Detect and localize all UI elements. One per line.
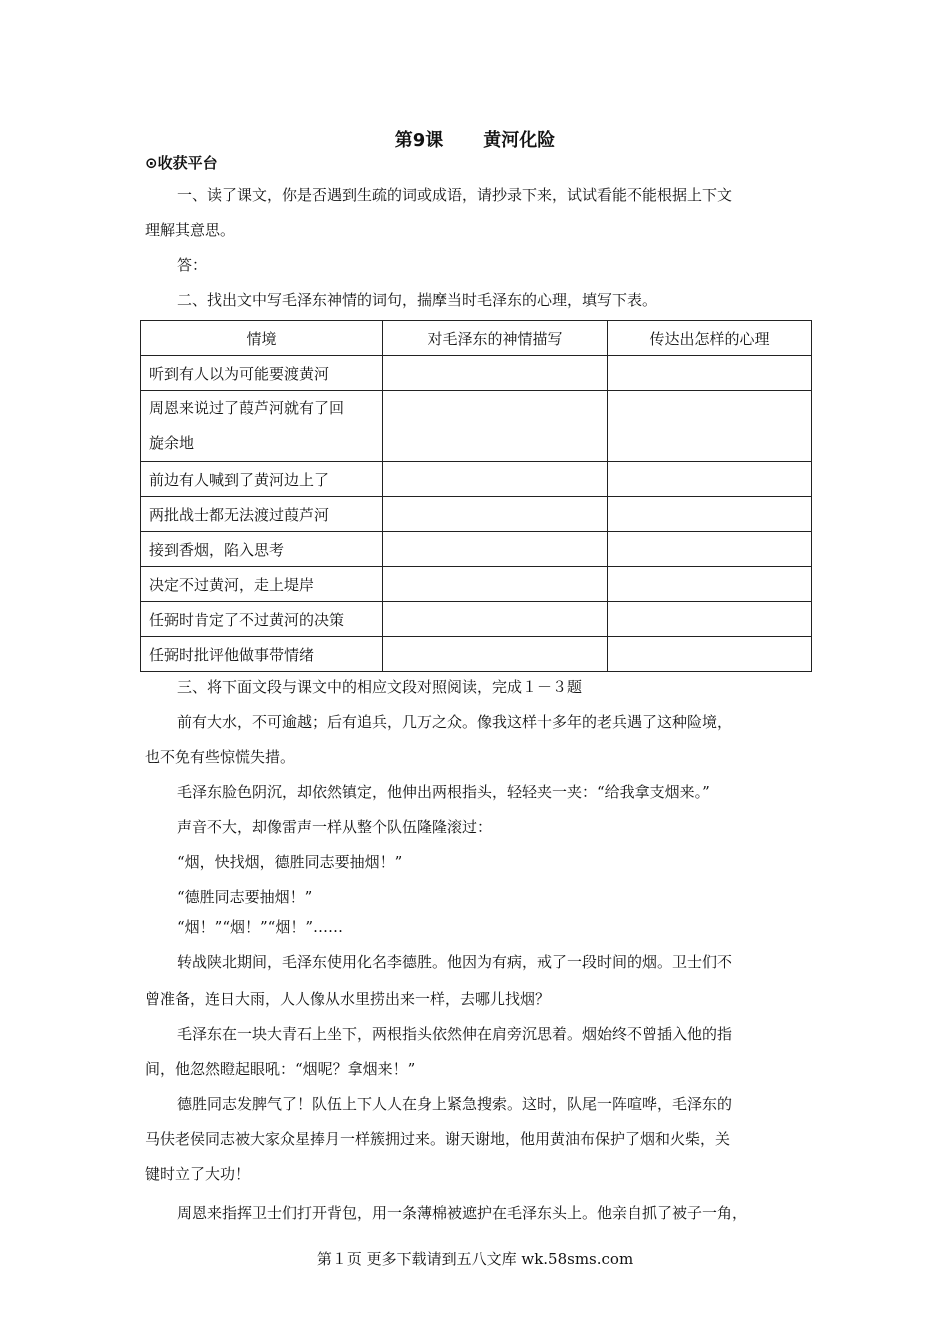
- expression-cell[interactable]: [383, 462, 608, 497]
- situation-cell: 听到有人以为可能要渡黄河: [141, 356, 383, 391]
- situation-cell: 任弼时批评他做事带情绪: [141, 637, 383, 672]
- mindset-cell[interactable]: [608, 567, 812, 602]
- situation-line: 旋余地: [149, 434, 195, 452]
- passage-line: 马伕老侯同志被大家众星捧月一样簇拥过来。谢天谢地，他用黄油布保护了烟和火柴，关: [145, 1130, 731, 1148]
- q1-answer: 答：: [177, 256, 208, 274]
- passage-line: 也不免有些惊慌失措。: [145, 748, 296, 766]
- expression-cell[interactable]: [383, 567, 608, 602]
- table-row: [141, 462, 812, 497]
- q1-line-1: 一、读了课文，你是否遇到生疏的词或成语，请抄录下来，试试看能不能根据上下文: [177, 186, 733, 204]
- table-row: [141, 567, 812, 602]
- table-header: 情境: [141, 321, 383, 356]
- passage-line: 毛泽东在一块大青石上坐下，两根指头依然伸在肩旁沉思着。烟始终不曾插入他的指: [177, 1025, 733, 1043]
- q3-prompt: 三、将下面文段与课文中的相应文段对照阅读，完成１－３题: [177, 678, 583, 696]
- table-row: [141, 497, 812, 532]
- table-row: [141, 391, 812, 462]
- situation-cell: 决定不过黄河，走上堤岸: [141, 567, 383, 602]
- mindset-cell[interactable]: [608, 532, 812, 567]
- passage-line: “德胜同志要抽烟！”: [177, 888, 313, 906]
- passage-line: 曾准备，连日大雨，人人像从水里捞出来一样，去哪儿找烟？: [145, 990, 551, 1008]
- lesson-name: 黄河化险: [483, 130, 556, 151]
- expression-cell[interactable]: [383, 602, 608, 637]
- table-row: [141, 602, 812, 637]
- expression-table: [140, 320, 812, 672]
- expression-cell[interactable]: [383, 637, 608, 672]
- table-header: 传达出怎样的心理: [608, 321, 812, 356]
- mindset-cell[interactable]: [608, 462, 812, 497]
- table-row: [141, 356, 812, 391]
- q1-line-2: 理解其意思。: [145, 221, 236, 239]
- page-footer: 第１页 更多下载请到五八文库 wk.58sms.com: [316, 1250, 634, 1268]
- passage-line: “烟，快找烟，德胜同志要抽烟！”: [177, 853, 403, 871]
- mindset-cell[interactable]: [608, 497, 812, 532]
- expression-cell[interactable]: [383, 497, 608, 532]
- passage-line: “烟！”“烟！”“烟！”……: [177, 918, 344, 936]
- situation-cell: 前边有人喊到了黄河边上了: [141, 462, 383, 497]
- lesson-number: 第9课: [394, 130, 444, 151]
- situation-cell: 两批战士都无法渡过葭芦河: [141, 497, 383, 532]
- mindset-cell[interactable]: [608, 637, 812, 672]
- passage-line: 毛泽东脸色阴沉，却依然镇定，他伸出两根指头，轻轻夹一夹：“给我拿支烟来。”: [177, 783, 710, 801]
- passage-line: 声音不大，却像雷声一样从整个队伍隆隆滚过：: [177, 818, 493, 836]
- expression-cell[interactable]: [383, 356, 608, 391]
- table-header: 对毛泽东的神情描写: [383, 321, 608, 356]
- passage-line: 周恩来指挥卫士们打开背包，用一条薄棉被遮护在毛泽东头上。他亲自抓了被子一角，: [177, 1204, 748, 1222]
- page-title: [0, 126, 950, 152]
- passage-line: 键时立了大功！: [145, 1165, 251, 1183]
- mindset-cell[interactable]: [608, 356, 812, 391]
- q2-prompt: 二、找出文中写毛泽东神情的词句，揣摩当时毛泽东的心理，填写下表。: [177, 291, 658, 309]
- expression-cell[interactable]: [383, 532, 608, 567]
- situation-cell: 接到香烟，陷入思考: [141, 532, 383, 567]
- mindset-cell[interactable]: [608, 602, 812, 637]
- expression-cell[interactable]: [383, 391, 608, 462]
- passage-line: 转战陕北期间，毛泽东使用化名李德胜。他因为有病，戒了一段时间的烟。卫士们不: [177, 953, 733, 971]
- situation-cell: [141, 391, 383, 462]
- table-row: [141, 532, 812, 567]
- passage-line: 德胜同志发脾气了！队伍上下人人在身上紧急搜索。这时，队尾一阵喧哗，毛泽东的: [177, 1095, 733, 1113]
- passage-line: 前有大水，不可逾越；后有追兵，几万之众。像我这样十多年的老兵遇了这种险境，: [177, 713, 733, 731]
- table-header-row: [141, 321, 812, 356]
- mindset-cell[interactable]: [608, 391, 812, 462]
- table-row: [141, 637, 812, 672]
- section-heading: ⊙收获平台: [145, 154, 218, 172]
- situation-line: 周恩来说过了葭芦河就有了回: [149, 399, 345, 417]
- passage-line: 间，他忽然瞪起眼吼：“烟呢？拿烟来！”: [145, 1060, 416, 1078]
- situation-cell: 任弼时肯定了不过黄河的决策: [141, 602, 383, 637]
